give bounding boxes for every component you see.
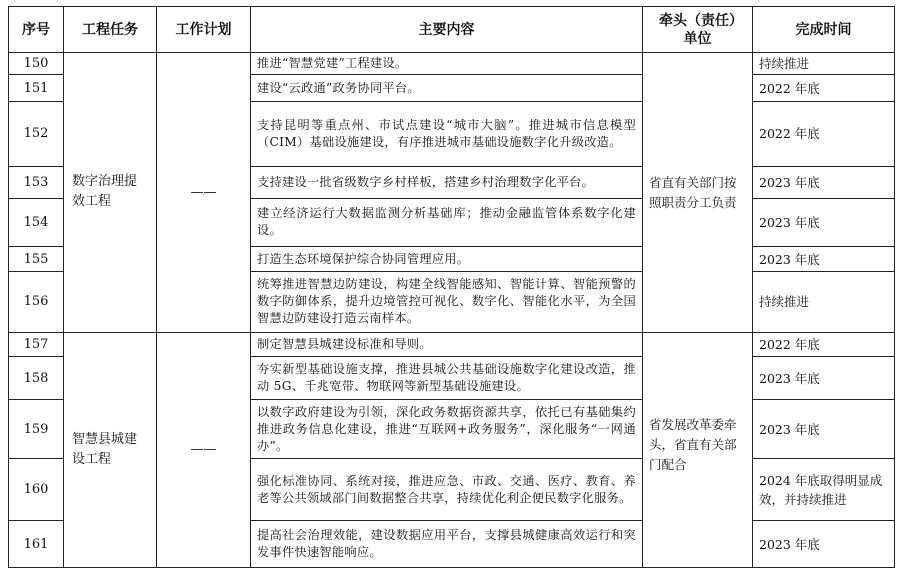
row-number: 153 [9, 166, 64, 198]
row-number: 150 [9, 53, 64, 75]
content-cell: 制定智慧县城建设标准和导则。 [251, 332, 643, 356]
header-task: 工程任务 [64, 7, 157, 53]
time-cell: 2023 年底 [753, 166, 895, 198]
header-plan: 工作计划 [157, 7, 251, 53]
table-row [9, 53, 895, 75]
row-number: 151 [9, 75, 64, 101]
header-lead: 牵头（责任）单位 [643, 7, 753, 53]
task-cell: 智慧县城建设工程 [64, 332, 157, 567]
task-table [8, 6, 895, 568]
content-cell: 以数字政府建设为引领，深化政务数据资源共享，依托已有基础集约推进政务信息化建设，推进“互联网+政务服务”，深化服务“一网通办”。 [251, 400, 643, 459]
header-row [9, 7, 895, 53]
content-cell: 建立经济运行大数据监测分析基础库；推动金融监管体系数字化建设。 [251, 198, 643, 247]
content-cell: 夯实新型基础设施支撑，推进县城公共基础设施数字化建设改造，推动 5G、千兆宽带、物联网等新型基础设施建设。 [251, 357, 643, 400]
row-number: 158 [9, 357, 64, 400]
task-cell: 数字治理提效工程 [64, 53, 157, 333]
row-number: 157 [9, 332, 64, 356]
row-number: 159 [9, 400, 64, 459]
header-seq: 序号 [9, 7, 64, 53]
time-cell: 2023 年底 [753, 400, 895, 459]
row-number: 161 [9, 521, 64, 568]
header-time: 完成时间 [753, 7, 895, 53]
time-cell: 2024 年底取得明显成效，并持续推进 [753, 459, 895, 521]
plan-cell: —— [157, 53, 251, 333]
time-cell: 持续推进 [753, 271, 895, 332]
lead-cell: 省直有关部门按照职责分工负责 [643, 53, 753, 333]
content-cell: 提高社会治理效能，建设数据应用平台，支撑县城健康高效运行和突发事件快速智能响应。 [251, 521, 643, 568]
content-cell: 支持建设一批省级数字乡村样板，搭建乡村治理数字化平台。 [251, 166, 643, 198]
lead-cell: 省发展改革委牵头，省直有关部门配合 [643, 332, 753, 567]
content-cell: 建设“云政通”政务协同平台。 [251, 75, 643, 101]
content-cell: 支持昆明等重点州、市试点建设“城市大脑”。推进城市信息模型（CIM）基础设施建设，有序推进城市基础设施数字化升级改造。 [251, 101, 643, 166]
time-cell: 2022 年底 [753, 332, 895, 356]
content-cell: 打造生态环境保护综合协同管理应用。 [251, 247, 643, 271]
time-cell: 2022 年底 [753, 101, 895, 166]
content-cell: 统筹推进智慧边防建设，构建全线智能感知、智能计算、智能预警的数字防御体系，提升边境管控可视化、数字化、智能化水平，为全国智慧边防建设打造云南样本。 [251, 271, 643, 332]
table-row [9, 332, 895, 356]
row-number: 156 [9, 271, 64, 332]
time-cell: 2023 年底 [753, 198, 895, 247]
time-cell: 2022 年底 [753, 75, 895, 101]
content-cell: 推进“智慧党建”工程建设。 [251, 53, 643, 75]
row-number: 152 [9, 101, 64, 166]
row-number: 154 [9, 198, 64, 247]
time-cell: 2023 年底 [753, 357, 895, 400]
header-content: 主要内容 [251, 7, 643, 53]
content-cell: 强化标准协同、系统对接，推进应急、市政、交通、医疗、教育、养老等公共领域部门间数据整合共享，持续优化利企便民数字化服务。 [251, 459, 643, 521]
plan-cell: —— [157, 332, 251, 567]
time-cell: 2023 年底 [753, 247, 895, 271]
time-cell: 2023 年底 [753, 521, 895, 568]
row-number: 155 [9, 247, 64, 271]
row-number: 160 [9, 459, 64, 521]
time-cell: 持续推进 [753, 53, 895, 75]
